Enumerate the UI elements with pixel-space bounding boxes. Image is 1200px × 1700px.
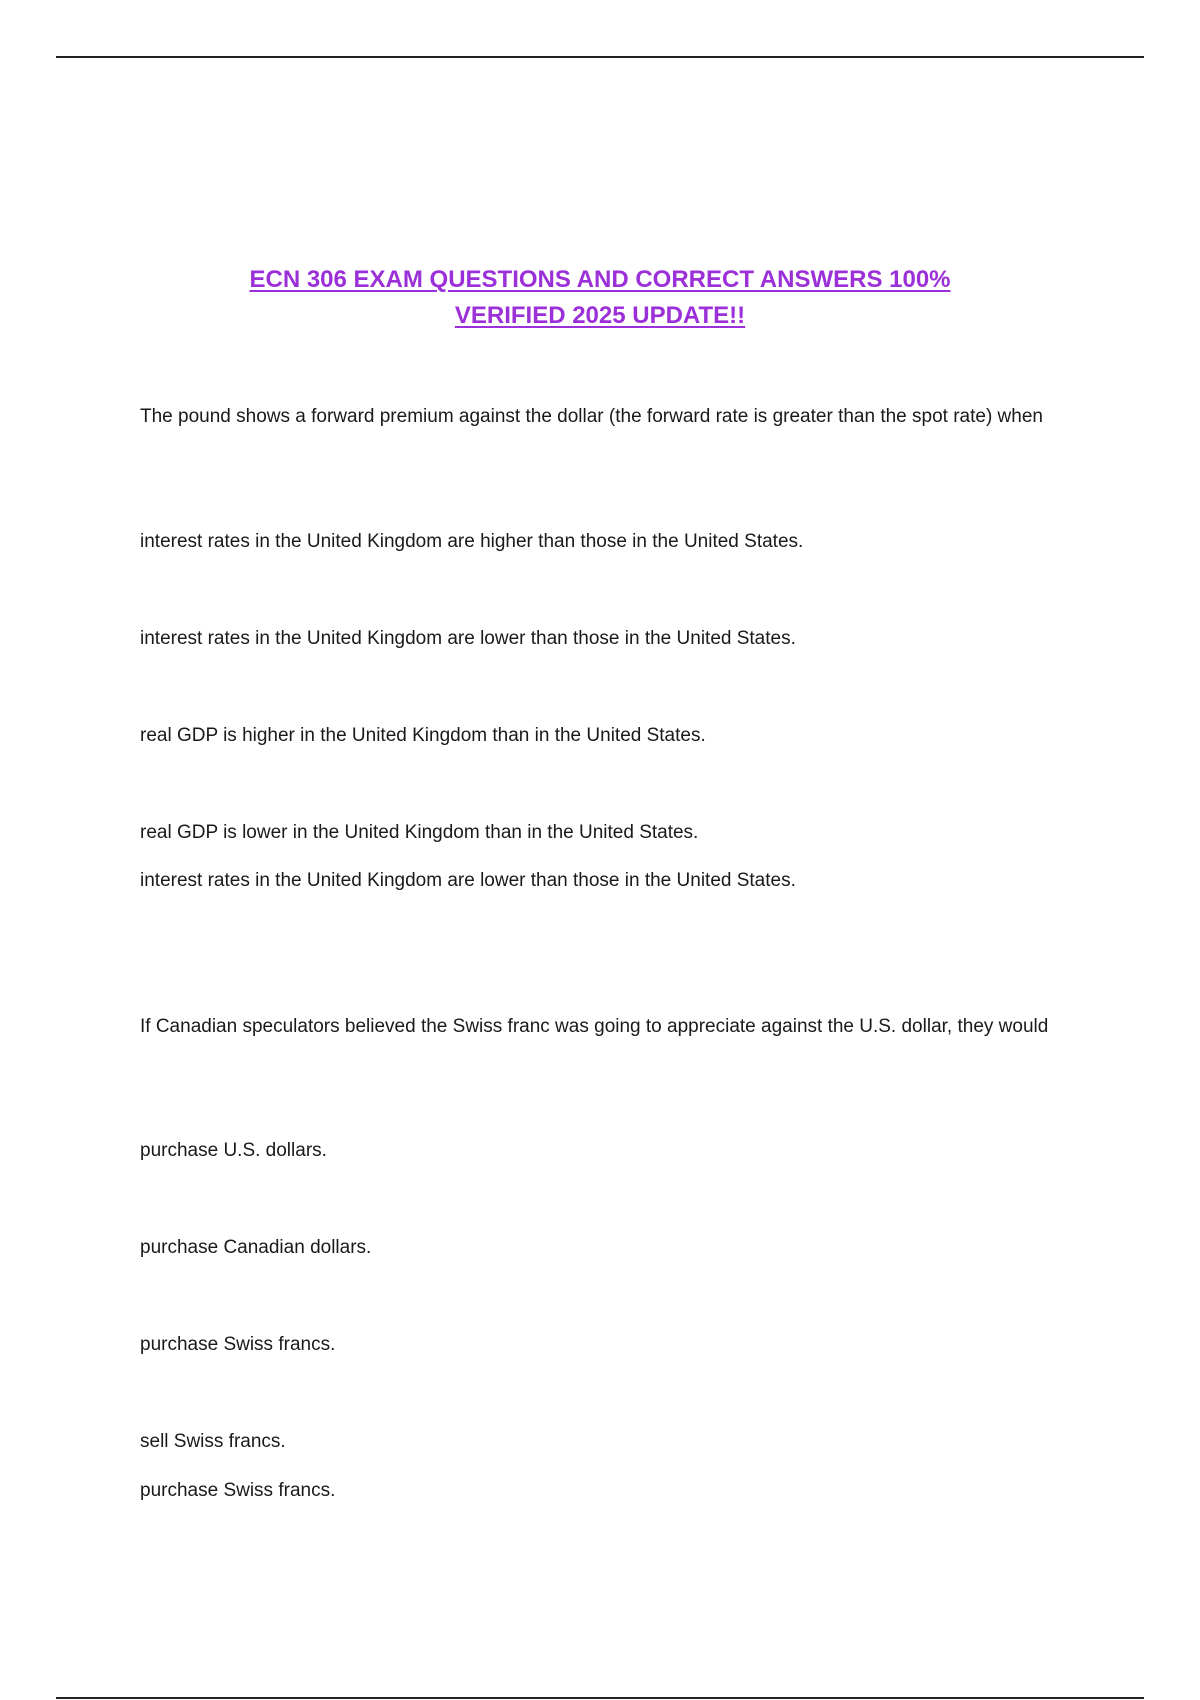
question-1-option-1: interest rates in the United Kingdom are higher than those in the United States. bbox=[140, 531, 804, 552]
title-line-2: VERIFIED 2025 UPDATE!! bbox=[454, 302, 746, 329]
question-1-option-4: real GDP is lower in the United Kingdom than in the United States. bbox=[140, 822, 699, 843]
question-2-answer: purchase Swiss francs. bbox=[140, 1480, 336, 1501]
question-1-prompt: The pound shows a forward premium against the dollar (the forward rate is greater than the spot rate) when bbox=[140, 406, 1043, 427]
question-2-option-4: sell Swiss francs. bbox=[140, 1431, 286, 1452]
question-2-prompt: If Canadian speculators believed the Swiss franc was going to appreciate against the U.S. dollar, they would bbox=[140, 1016, 1049, 1037]
question-2-option-1: purchase U.S. dollars. bbox=[140, 1140, 327, 1161]
header-rule bbox=[56, 56, 1144, 58]
question-2-option-2: purchase Canadian dollars. bbox=[140, 1237, 372, 1258]
document-title bbox=[150, 262, 1050, 334]
question-2-option-3: purchase Swiss francs. bbox=[140, 1334, 336, 1355]
question-1-option-2: interest rates in the United Kingdom are lower than those in the United States. bbox=[140, 628, 796, 649]
question-1-answer: interest rates in the United Kingdom are lower than those in the United States. bbox=[140, 870, 796, 891]
title-line-1: ECN 306 EXAM QUESTIONS AND CORRECT ANSWERS 100% bbox=[249, 266, 951, 293]
footer-rule bbox=[56, 1697, 1144, 1699]
question-1-option-3: real GDP is higher in the United Kingdom than in the United States. bbox=[140, 725, 706, 746]
